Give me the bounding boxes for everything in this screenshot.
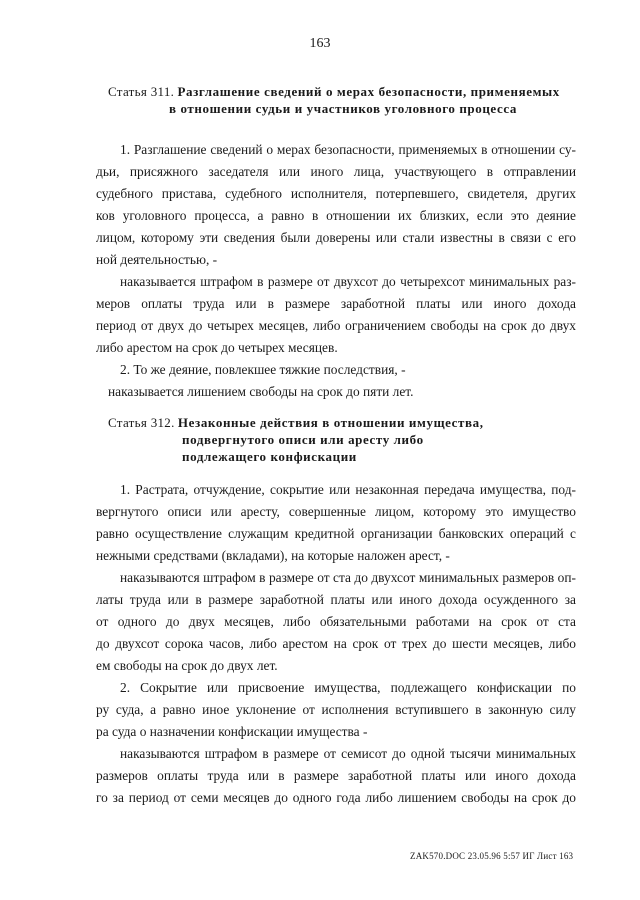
- a312-line: равно осуществление служащим кредитной организации банковских операций с: [96, 526, 576, 541]
- a311-line: меров оплаты труда или в размере заработной платы или иного дохода: [96, 296, 576, 311]
- article-311-label: Статья 311.: [108, 84, 175, 99]
- article-312-title-line2: подвергнутого описи или аресту либо: [182, 432, 424, 447]
- a312-line: латы труда или в размере заработной платы или иного дохода осужденного за: [96, 592, 576, 607]
- a312-line: 1. Растрата, отчуждение, сокрытие или незаконная передача имущества, под-: [120, 482, 576, 497]
- document-footer: ZAK570.DOC 23.05.96 5:57 ИГ Лист 163: [410, 851, 574, 861]
- a312-line: до двухсот сорока часов, либо арестом на срок от трех до шести месяцев, либо: [96, 636, 576, 651]
- a311-line: судебного пристава, судебного исполнителя, потерпевшего, свидетеля, других: [96, 186, 576, 201]
- a312-line: наказываются штрафом в размере от семисот до одной тысячи минимальных: [120, 746, 576, 761]
- a312-line: размеров оплаты труда или в размере заработной платы или иного дохода: [96, 768, 576, 783]
- a311-line: либо арестом на срок до четырех месяцев.: [96, 340, 338, 355]
- article-312-label: Статья 312.: [108, 415, 175, 430]
- article-312-title-line3: подлежащего конфискации: [182, 449, 357, 464]
- a311-line: 1. Разглашение сведений о мерах безопасности, применяемых в отношении су-: [120, 142, 576, 157]
- a312-line: ра суда о назначении конфискации имущества -: [96, 724, 368, 739]
- a312-line: наказываются штрафом в размере от ста до двухсот минимальных размеров оп-: [120, 570, 576, 585]
- a311-line: наказывается лишением свободы на срок до пяти лет.: [108, 384, 414, 399]
- a311-line: лицом, которому эти сведения были доверены или стали известны в связи с его: [96, 230, 576, 245]
- a311-line: период от двух до четырех месяцев, либо ограничением свободы на срок до двух: [96, 318, 576, 333]
- article-311-title-line1: Разглашение сведений о мерах безопасности, применяемых: [177, 84, 560, 99]
- a311-line: 2. То же деяние, повлекшее тяжкие последствия, -: [120, 362, 406, 377]
- a312-line: от одного до двух месяцев, либо обязательными работами на срок от ста: [96, 614, 576, 629]
- article-312-heading: [108, 414, 578, 465]
- a312-line: ру суда, а равно иное уклонение от исполнения вступившего в законную силу: [96, 702, 576, 717]
- article-311-heading: [108, 83, 578, 117]
- page-number: 163: [309, 36, 331, 51]
- a311-line: дьи, присяжного заседателя или иного лица, участвующего в отправлении: [96, 164, 576, 179]
- a311-line: наказывается штрафом в размере от двухсот до четырехсот минимальных раз-: [120, 274, 576, 289]
- a311-line: ков уголовного процесса, а равно в отношении их близких, если это деяние: [96, 208, 576, 223]
- a312-line: нежными средствами (вкладами), на которые наложен арест, -: [96, 548, 450, 563]
- a312-line: 2. Сокрытие или присвоение имущества, подлежащего конфискации по: [120, 680, 576, 695]
- a312-line: вергнутого описи или аресту, совершенные лицом, которому это имущество: [96, 504, 576, 519]
- a312-line: го за период от семи месяцев до одного года либо лишением свободы на срок до: [96, 790, 576, 805]
- a311-line: ной деятельностью, -: [96, 252, 218, 267]
- article-312-title-line1: Незаконные действия в отношении имущества,: [177, 415, 484, 430]
- article-311-title-line2: в отношении судьи и участников уголовного процесса: [169, 101, 517, 116]
- a312-line: ем свободы на срок до двух лет.: [96, 658, 278, 673]
